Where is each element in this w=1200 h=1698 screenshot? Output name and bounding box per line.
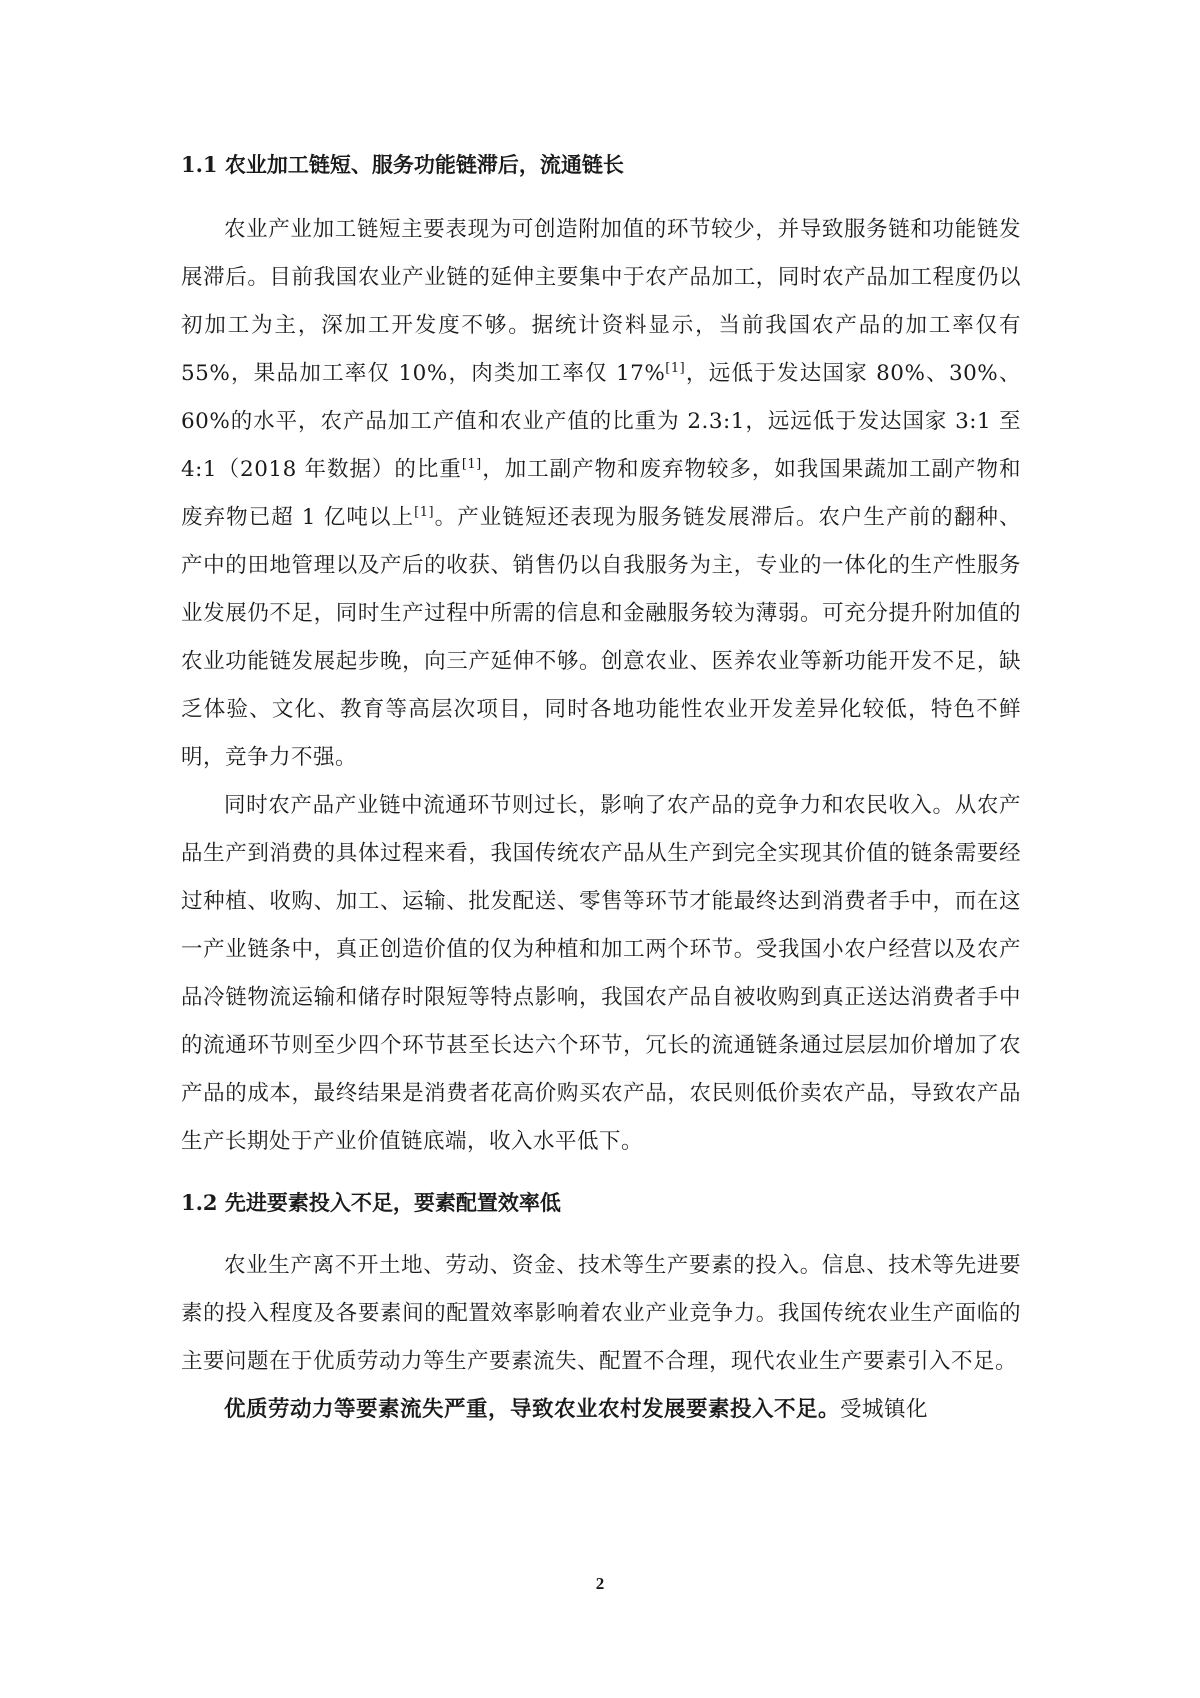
text-run: ，远低于发达国家 80%、30%、60%的水平，农产品加工产值和农业产值的比重为 2.3:1，远远低于发达国家 3:1 至 4:1（2018 年数据）的比重 <box>181 361 1021 482</box>
paragraph <box>181 206 1021 782</box>
section-1-2-body <box>181 1242 1021 1434</box>
text-run: 同时农产品产业链中流通环节则过长，影响了农产品的竞争力和农民收入。从农产品生产到消费的具体过程来看，我国传统农产品从生产到完全实现其价值的链条需要经过种植、收购、加工、运输、批发配送、零售等环节才能最终达到消费者手中，而在这一产业链条中，真正创造价值的仅为种植和加工两个环节。受我国小农户经营以及农产品冷链物流运输和储存时限短等特点影响，我国农产品自被收购到真正送达消费者手中的流通环节则至少四个环节甚至长达六个环节，冗长的流通链条通过层层加价增加了农产品的成本，最终结果是消费者花高价购买农产品，农民则低价卖农产品，导致农产品生产长期处于产业价值链底端，收入水平低下。 <box>181 793 1021 1154</box>
section-heading-1-2: 1.2 先进要素投入不足，要素配置效率低 <box>181 1190 561 1215</box>
citation-ref: [1] <box>665 360 686 376</box>
bold-lead-sentence: 优质劳动力等要素流失严重，导致农业农村发展要素投入不足。 <box>224 1397 841 1422</box>
citation-ref: [1] <box>461 456 482 472</box>
text-run: 。产业链短还表现为服务链发展滞后。农户生产前的翻种、产中的田地管理以及产后的收获、销售仍以自我服务为主，专业的一体化的生产性服务业发展仍不足，同时生产过程中所需的信息和金融服务较为薄弱。可充分提升附加值的农业功能链发展起步晚，向三产延伸不够。创意农业、医养农业等新功能开发不足，缺乏体验、文化、教育等高层次项目，同时各地功能性农业开发差异化较低，特色不鲜明，竞争力不强。 <box>181 505 1021 770</box>
citation-ref: [1] <box>414 504 435 520</box>
page-number: 2 <box>595 1574 605 1593</box>
paragraph <box>181 1386 1021 1434</box>
text-run: 受城镇化 <box>840 1397 929 1422</box>
text-run: 农业产业加工链短主要表现为可创造附加值的环节较少，并导致服务链和功能链发展滞后。目前我国农业产业链的延伸主要集中于农产品加工，同时农产品加工程度仍以初加工为主，深加工开发度不够。据统计资料显示，当前我国农产品的加工率仅有 55%，果品加工率仅 10%，肉类加工率仅 17% <box>181 217 1021 386</box>
document-page <box>181 150 1021 1434</box>
text-run: ，加工副产物和废弃物较多，如我国果蔬加工副产物和废弃物已超 1 亿吨以上 <box>181 457 1021 530</box>
paragraph <box>181 1242 1021 1386</box>
paragraph <box>181 782 1021 1166</box>
section-1-1-body <box>181 206 1021 1166</box>
section-heading-1-1: 1.1 农业加工链短、服务功能链滞后，流通链长 <box>181 152 624 177</box>
text-run: 农业生产离不开土地、劳动、资金、技术等生产要素的投入。信息、技术等先进要素的投入程度及各要素间的配置效率影响着农业产业竞争力。我国传统农业生产面临的主要问题在于优质劳动力等生产要素流失、配置不合理，现代农业生产要素引入不足。 <box>181 1253 1021 1374</box>
